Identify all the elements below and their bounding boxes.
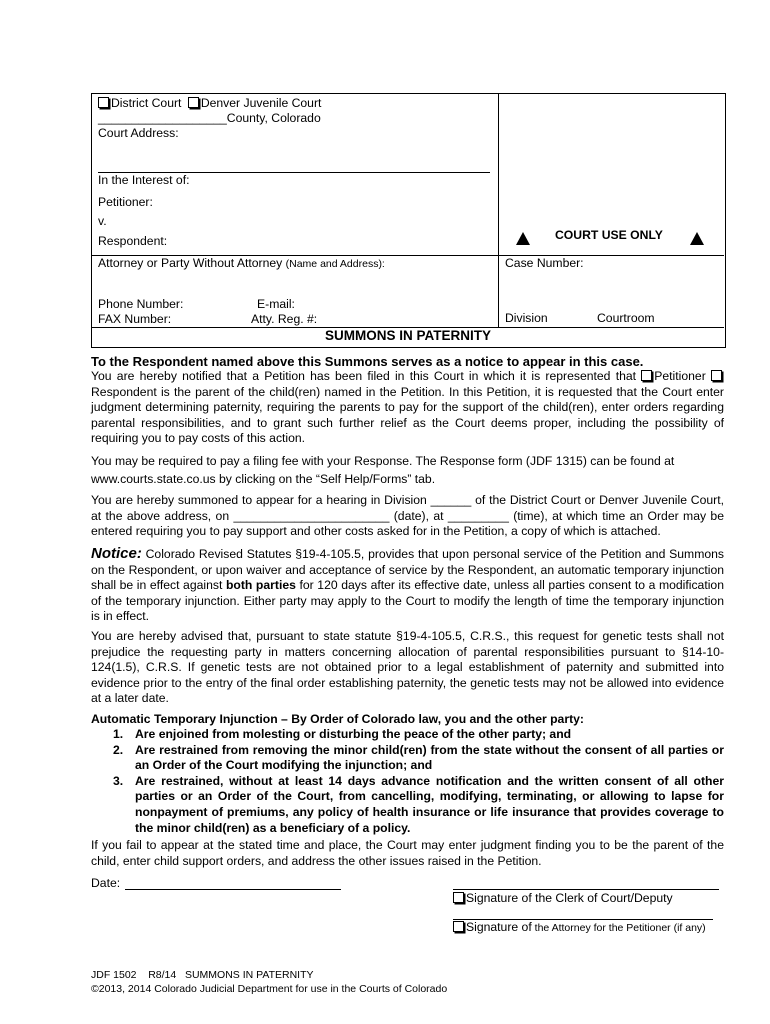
- p4-text-b: for 120 days after its effective date, unless all parties consent to a modification of the temporary injunction. Either party may apply to the Court to modify the length of time the temporary injunction is in effect.: [91, 578, 724, 624]
- atty-reg-label: Atty. Reg. #:: [251, 312, 318, 326]
- attorney-label-row: [98, 256, 385, 270]
- clerk-signature-line[interactable]: [453, 889, 719, 890]
- ati-heading: Automatic Temporary Injunction – By Order of Colorado law, you and the other party:: [91, 712, 584, 726]
- court-address-label: Court Address:: [98, 126, 179, 140]
- paragraph-petition-notice: [91, 369, 724, 447]
- ati-item: [91, 743, 724, 774]
- district-court-label: District Court: [111, 96, 182, 110]
- courtroom-label: Courtroom: [597, 311, 655, 325]
- p1-respondent-label: Respondent: [91, 384, 157, 399]
- respondent-notice-heading: To the Respondent named above this Summons serves as a notice to appear in this case.: [91, 354, 644, 369]
- attorney-signature-checkbox[interactable]: [453, 921, 464, 932]
- ati-item-number: 2.: [113, 742, 124, 757]
- denver-juvenile-court-checkbox[interactable]: [188, 97, 199, 108]
- clerk-signature-label: Signature of the Clerk of Court/Deputy: [466, 891, 673, 905]
- date-label: Date:: [91, 876, 121, 890]
- paragraph-genetic-tests: You are hereby advised that, pursuant to state statute §19-4-105.5, C.R.S., this request for genetic tests shall not prejudice the requesting party in matters concerning allocation of parental responsibilities pursuant to §14-10-124(1.5), C.R.S. If genetic tests are not obtained prior to a legal establishment of paternity and submitted into evidence prior to the entry of the final order establishing paternity, the genetic tests may not be allowed into evidence at a later date.: [91, 629, 724, 706]
- fax-label: FAX Number:: [98, 312, 172, 326]
- court-use-right-triangle-icon: [690, 232, 704, 245]
- p1-text-a: You are hereby notified that a Petition has been filed in this Court in which it is represented that: [91, 369, 642, 383]
- date-line[interactable]: [125, 889, 341, 890]
- petitioner-label: Petitioner:: [98, 195, 153, 209]
- paragraph-notice: [91, 546, 724, 625]
- caption-box: [91, 93, 726, 348]
- ati-item-text: Are restrained, without at least 14 days advance notification and the written consent of all other parties or an Order of the Court, from cancelling, modifying, terminating, or allowing to lapse for nonpayment of premiums, any policy of health insurance or life insurance that provides coverage to the minor child(ren) as a beneficiary of a policy.: [135, 773, 724, 835]
- versus-label: v.: [98, 214, 107, 228]
- paragraph-hearing-summons: You are hereby summoned to appear for a hearing in Division ______ of the District Court or Denver Juvenile Court, at the above address, on _______________________ (date), at _________ (time), at which time an Order may be entered requiring you to pay support and other costs asked for in the Petition, a copy of which is attached.: [91, 493, 724, 539]
- clerk-signature-row: [453, 891, 673, 905]
- ati-item-number: 1.: [113, 727, 124, 741]
- form-title: SUMMONS IN PATERNITY: [324, 328, 491, 343]
- caption-vertical-divider: [498, 94, 499, 327]
- division-label: Division: [505, 311, 548, 325]
- interest-of-label: In the Interest of:: [98, 173, 190, 187]
- p1-text-b: is the parent of the child(ren) named in the Petition. In this Petition, it is requested that the Court enter judgment determining paternity, requiring the parents to pay for the support of the child(ren), enter orders regarding parental responsibilities, and to grant such further relief as the Court deems proper, including the possibility of requiring you to pay costs of this action.: [91, 384, 724, 446]
- paragraph-failure-to-appear: If you fail to appear at the stated time and place, the Court may enter judgment finding you to be the parent of the child, enter child support orders, and address the other issues raised in the Petition.: [91, 838, 724, 868]
- footer-copyright: ©2013, 2014 Colorado Judicial Department for use in the Courts of Colorado: [91, 983, 448, 995]
- ati-item-text: Are enjoined from molesting or disturbing the peace of the other party; and: [135, 727, 572, 741]
- attorney-signature-label-a: Signature of: [466, 920, 532, 934]
- p1-petitioner-label: Petitioner: [654, 369, 706, 383]
- attorney-sub-label: (Name and Address):: [285, 258, 385, 270]
- attorney-signature-label-b: the Attorney for the Petitioner (if any): [531, 922, 706, 934]
- respondent-label: Respondent:: [98, 234, 168, 248]
- phone-label: Phone Number:: [98, 297, 184, 311]
- respondent-checkbox[interactable]: [711, 370, 722, 381]
- p4-both-parties: both parties: [225, 578, 296, 593]
- p4-text-a: Colorado Revised Statutes §19-4-105.5, provides that upon personal service of the Petition and Summons on the Respondent, or upon waiver and acceptance of service by the Respondent, an automatic temporary injunction shall be in effect against: [91, 547, 724, 593]
- denver-juvenile-court-label: Denver Juvenile Court: [200, 96, 322, 110]
- ati-item: [91, 774, 724, 836]
- ati-item-text: Are restrained from removing the minor child(ren) from the state without the consent of all parties or an Order of the Court modifying the injunction; and: [135, 742, 724, 773]
- ati-list: [91, 727, 724, 836]
- attorney-signature-row: [453, 920, 706, 934]
- district-court-checkbox[interactable]: [98, 97, 109, 108]
- petitioner-checkbox[interactable]: [641, 370, 652, 381]
- clerk-signature-checkbox[interactable]: [453, 892, 464, 903]
- court-use-only-label: COURT USE ONLY: [555, 228, 663, 242]
- ati-item: [91, 727, 724, 743]
- p2-text-b: www.courts.state.co.us by clicking on the “Self Help/Forms” tab.: [91, 472, 436, 486]
- county-line: ___________________County, Colorado: [98, 111, 321, 125]
- ati-item-number: 3.: [113, 773, 124, 788]
- case-number-label: Case Number:: [505, 256, 584, 270]
- attorney-label: Attorney or Party Without Attorney: [98, 256, 283, 270]
- court-type-row: [98, 96, 321, 110]
- notice-label: Notice:: [91, 545, 142, 562]
- paragraph-filing-fee: [91, 452, 724, 488]
- court-use-left-triangle-icon: [516, 232, 530, 245]
- email-label: E-mail:: [257, 297, 295, 311]
- footer-form-id: JDF 1502 R8/14 SUMMONS IN PATERNITY: [91, 969, 314, 981]
- p2-text-a: You may be required to pay a filing fee with your Response. The Response form (JDF 1315) can be found at: [91, 454, 675, 468]
